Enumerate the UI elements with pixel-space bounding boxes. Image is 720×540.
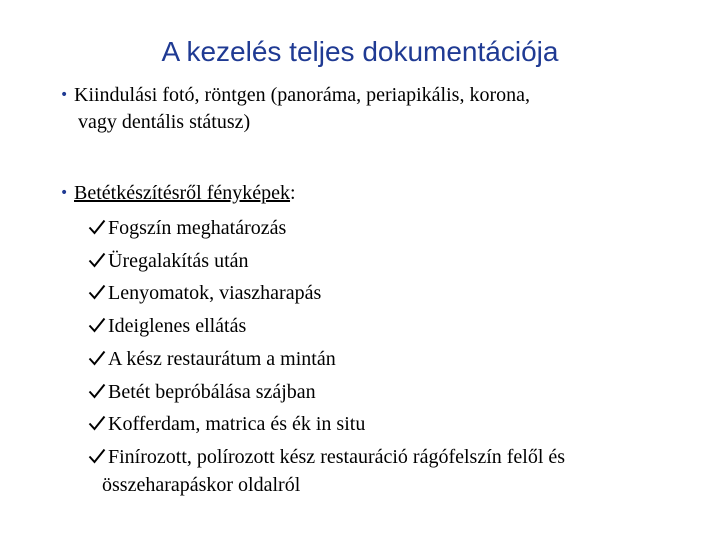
checklist-item-final-restoration: [88, 443, 688, 499]
bullet-text-line2: vagy dentális státusz): [78, 111, 251, 133]
checkmark-icon: [88, 383, 106, 399]
checklist-item-label: Betét bepróbálása szájban: [108, 380, 316, 403]
bullet-item-initial-documentation: [60, 82, 680, 136]
checkmark-icon: [88, 448, 106, 464]
checkmark-icon: [88, 415, 106, 431]
checklist-item-label-line2: összeharapáskor oldalról: [102, 473, 301, 496]
checklist-item-label: A kész restaurátum a mintán: [108, 347, 336, 370]
slide-title: A kezelés teljes dokumentációja: [161, 36, 559, 67]
bullet-dot-icon: •: [60, 185, 69, 201]
checklist-item: [88, 212, 688, 245]
photo-checklist: [88, 212, 688, 499]
checklist-item-label-line1: Finírozott, polírozott kész restauráció rágófelszín felől és: [108, 445, 566, 468]
checklist-item: [88, 408, 688, 441]
checkmark-icon: [88, 219, 106, 235]
checkmark-icon: [88, 350, 106, 366]
checklist-item: [88, 245, 688, 278]
checklist-item: [88, 376, 688, 409]
bullet-heading-suffix: :: [290, 182, 296, 204]
bullet-text-line1: Kiindulási fotó, röntgen (panoráma, periapikális, korona,: [74, 84, 530, 106]
checklist-item: [88, 277, 688, 310]
checkmark-icon: [88, 317, 106, 333]
bullet-dot-icon: •: [60, 87, 69, 103]
checklist-item-label: Fogszín meghatározás: [108, 217, 287, 239]
checklist-item-label: Ideiglenes ellátás: [108, 315, 247, 338]
checklist-item: [88, 343, 688, 376]
checkmark-icon: [88, 252, 106, 268]
bullet-heading: Betétkészítésről fényképek: [74, 182, 291, 204]
checklist-item-label: Üregalakítás után: [108, 249, 249, 272]
checkmark-icon: [88, 284, 106, 300]
checklist-item: [88, 310, 688, 343]
bullet-item-photos-heading: [60, 180, 680, 207]
checklist-item-label: Kofferdam, matrica és ék in situ: [108, 413, 366, 436]
checklist-item-label: Lenyomatok, viaszharapás: [108, 282, 322, 305]
